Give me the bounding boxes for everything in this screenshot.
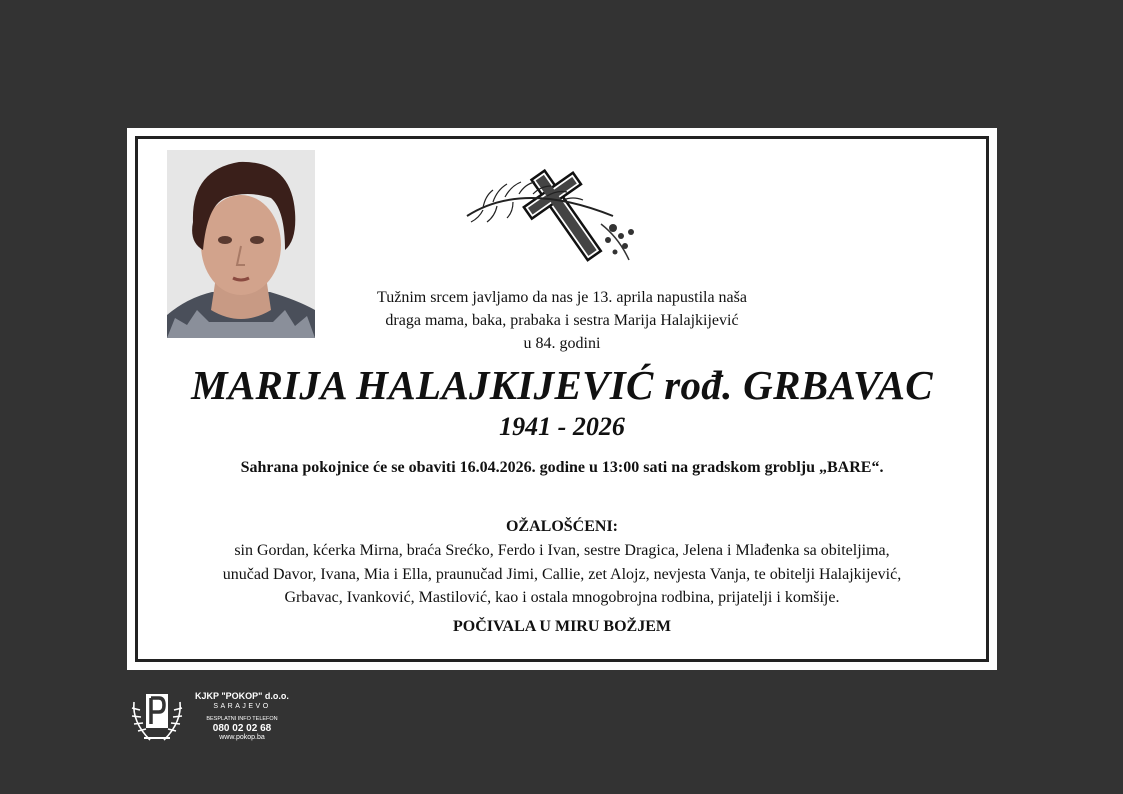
mourners-line: unučad Davor, Ivana, Mia i Ella, praunučad Jimi, Callie, zet Alojz, nevjesta Vanja, te obitelji Halajkijević, bbox=[222, 565, 902, 583]
company-website: www.pokop.ba bbox=[219, 734, 265, 741]
company-name: KJKP "POKOP" d.o.o. bbox=[195, 691, 289, 701]
life-years: 1941 - 2026 bbox=[499, 412, 625, 441]
announcement-line: Tužnim srcem javljamo da nas je 13. aprila napustila naša bbox=[377, 289, 747, 306]
pokop-logo bbox=[128, 692, 186, 744]
cross-with-palm-icon bbox=[463, 166, 641, 262]
mourners-heading: OŽALOŠĆENI: bbox=[505, 518, 619, 535]
funeral-details: Sahrana pokojnice će se obaviti 16.04.2026. godine u 13:00 sati na gradskom groblju „BARE“. bbox=[240, 459, 884, 476]
mourners-list bbox=[147, 539, 977, 610]
announcement-line: draga mama, baka, prabaka i sestra Marija Halajkijević bbox=[385, 312, 739, 329]
announcement-line: u 84. godini bbox=[523, 335, 601, 352]
closing-phrase: POČIVALA U MIRU BOŽJEM bbox=[453, 618, 671, 635]
obituary-card bbox=[127, 128, 997, 670]
mourners-line: Grbavac, Ivanković, Mastilović, kao i ostala mnogobrojna rodbina, prijatelji i komšije. bbox=[284, 589, 840, 606]
company-phone: 080 02 02 68 bbox=[212, 723, 272, 734]
info-phone-label: BESPLATNI INFO TELEFON bbox=[206, 716, 278, 722]
deceased-name: MARIJA HALAJKIJEVIĆ rođ. GRBAVAC bbox=[191, 362, 933, 408]
announcement-text bbox=[267, 286, 857, 355]
mourners-line: sin Gordan, kćerka Mirna, braća Srećko, Ferdo i Ivan, sestre Dragica, Jelena i Mlađenka sa obiteljima, bbox=[234, 542, 890, 559]
company-info bbox=[192, 691, 292, 741]
company-city: SARAJEVO bbox=[213, 703, 271, 710]
